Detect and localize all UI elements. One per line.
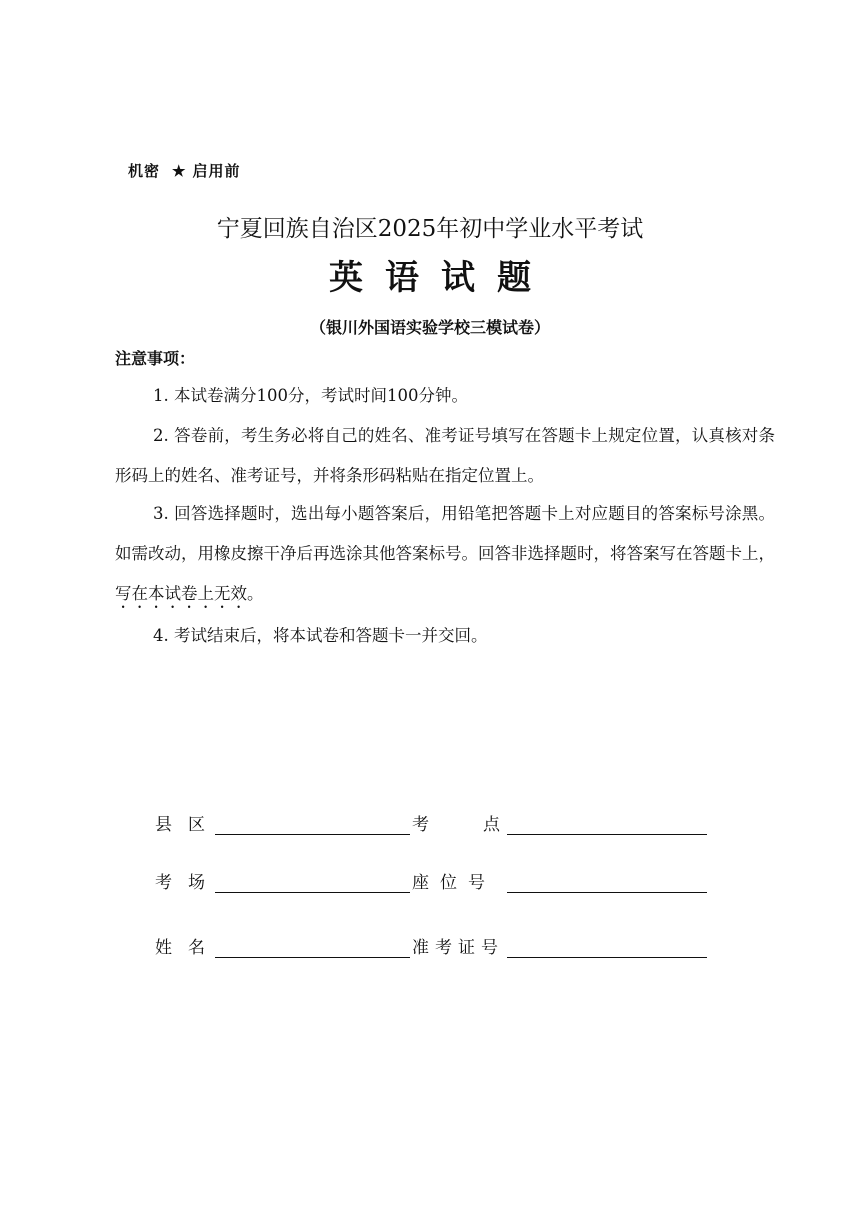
exam-room-field[interactable]	[215, 892, 410, 893]
admission-number-label: 准考证号	[412, 938, 504, 958]
notice-item-1	[115, 376, 775, 416]
exam-room-label: 考场	[155, 873, 221, 893]
county-label: 县区	[155, 815, 221, 835]
notice-item-1-text: 1. 本试卷满分100分，考试时间100分钟。	[153, 386, 468, 405]
subject-title: 英语试题	[329, 258, 553, 298]
name-field[interactable]	[215, 957, 410, 958]
notice-item-2-text: 2. 答卷前，考生务必将自己的姓名、准考证号填写在答题卡上规定位置，认真核对条形码上的姓名、准考证号，并将条形码粘贴在指定位置上。	[115, 426, 775, 485]
notice-item-3-emphasis: 写在本试卷上无效。	[115, 584, 264, 603]
name-label: 姓名	[155, 938, 221, 958]
classification-right: 启用前	[192, 162, 241, 180]
notice-heading: 注意事项：	[115, 349, 196, 368]
county-field[interactable]	[215, 834, 410, 835]
seat-number-label: 座位号	[412, 873, 496, 893]
star-icon: ★	[172, 162, 187, 180]
field-row-seat	[155, 868, 715, 898]
field-row-identity	[155, 933, 715, 963]
exam-title: 宁夏回族自治区2025年初中学业水平考试	[216, 216, 644, 242]
exam-site-label: 考点	[412, 815, 554, 835]
field-row-location	[155, 810, 715, 840]
notice-item-3	[115, 494, 775, 614]
notice-item-4	[115, 616, 775, 656]
classification-left: 机密	[128, 162, 161, 180]
classification-mark	[128, 160, 240, 181]
notice-item-3-text: 3. 回答选择题时，选出每小题答案后，用铅笔把答题卡上对应题目的答案标号涂黑。如需改动，用橡皮擦干净后再选涂其他答案标号。回答非选择题时，将答案写在答题卡上，	[115, 504, 775, 563]
paper-source: （银川外国语实验学校三模试卷）	[309, 318, 550, 337]
notice-item-2	[115, 416, 775, 496]
seat-number-field[interactable]	[507, 892, 707, 893]
notice-item-4-text: 4. 考试结束后，将本试卷和答题卡一并交回。	[153, 626, 488, 645]
exam-site-field[interactable]	[507, 834, 707, 835]
admission-number-field[interactable]	[507, 957, 707, 958]
